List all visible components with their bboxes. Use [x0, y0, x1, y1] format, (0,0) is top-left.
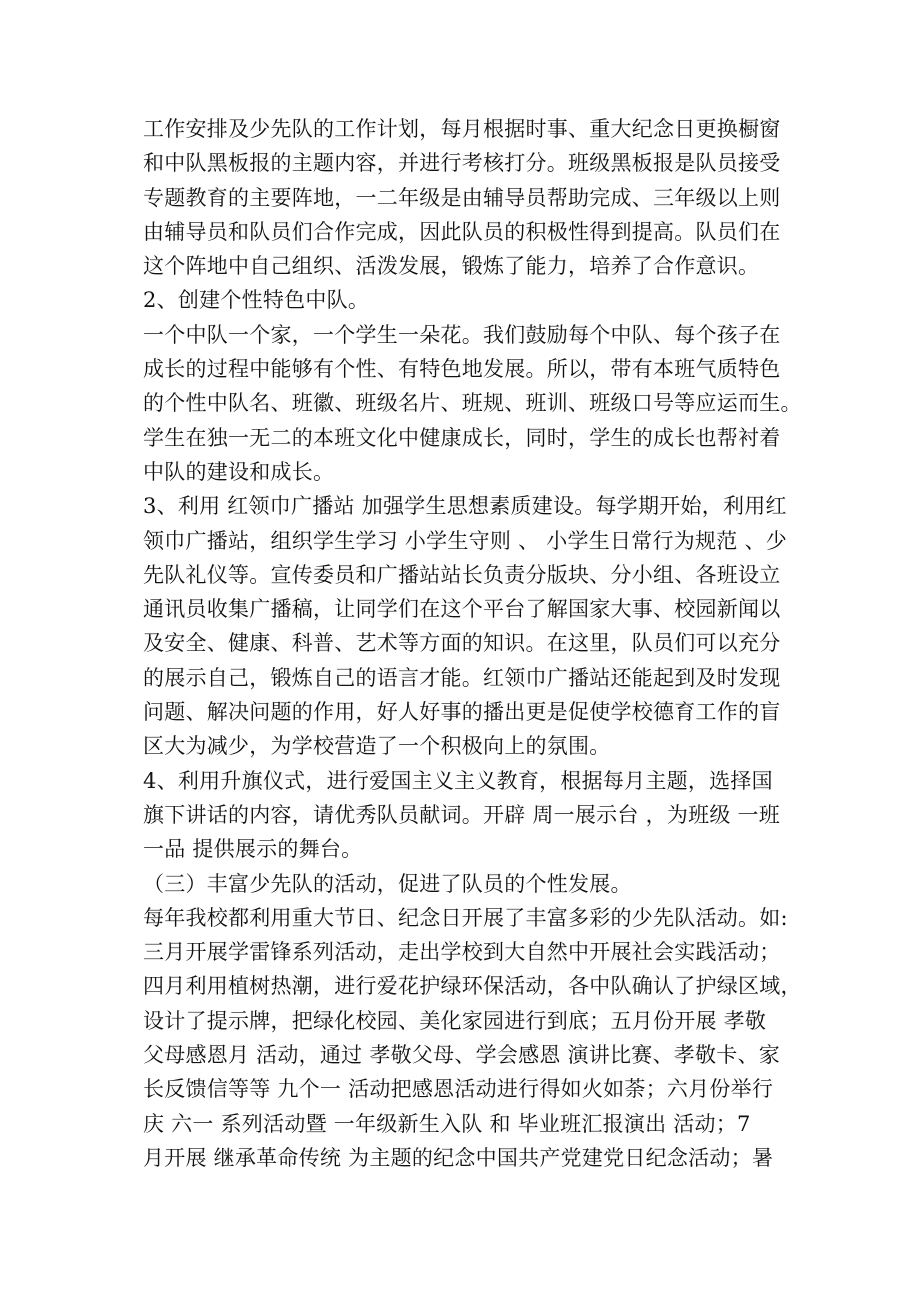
text-line: 四月利用植树热潮，进行爱花护绿环保活动，各中队确认了护绿区域，	[143, 974, 802, 999]
text-line: 学生在独一无二的本班文化中健康成长，同时，学生的成长也帮衬着	[143, 425, 781, 450]
text-line: 三月开展学雷锋系列活动，走出学校到大自然中开展社会实践活动；	[143, 940, 781, 965]
text-line: 设计了提示牌，把绿化校园、美化家园进行到底；五月份开展 孝敬	[143, 1008, 767, 1033]
text-line: 工作安排及少先队的工作计划，每月根据时事、重大纪念日更换橱窗	[143, 117, 781, 141]
text-line: 专题教育的主要阵地，一二年级是由辅导员帮助完成、三年级以上则	[143, 185, 781, 210]
text-line: 领巾广播站，组织学生学习 小学生守则 、 小学生日常行为规范 、少	[143, 528, 787, 553]
section-heading: 2、创建个性特色中队。	[143, 288, 370, 313]
text-line: 成长的过程中能够有个性、有特色地发展。所以，带有本班气质特色	[143, 357, 781, 382]
text-line: 一品 提供展示的舞台。	[143, 837, 363, 862]
text-line: 父母感恩月 活动，通过 孝敬父母、学会感恩 演讲比赛、孝敬卡、家	[143, 1043, 781, 1068]
text-line: 3、利用 红领巾广播站 加强学生思想素质建设。每学期开始，利用红	[143, 494, 787, 519]
document-body	[143, 112, 802, 1175]
text-line: 4、利用升旗仪式，进行爱国主义主义教育，根据每月主题，选择国	[143, 768, 773, 793]
text-line: 中队的建设和成长。	[143, 459, 335, 484]
text-line: 及安全、健康、科普、艺术等方面的知识。在这里，队员们可以充分	[143, 631, 781, 656]
text-line: 长反馈信等等 九个一 活动把感恩活动进行得如火如荼；六月份举行	[143, 1077, 774, 1102]
section-heading: （三）丰富少先队的活动，促进了队员的个性发展。	[143, 871, 632, 896]
text-line: 先队礼仪等。宣传委员和广播站站长负责分版块、分小组、各班设立	[143, 562, 781, 587]
text-line: 的个性中队名、班徽、班级名片、班规、班训、班级口号等应运而生。	[143, 391, 802, 416]
text-line: 庆 六一 系列活动暨 一年级新生入队 和 毕业班汇报演出 活动；7	[143, 1111, 751, 1136]
text-line: 由辅导员和队员们合作完成，因此队员的积极性得到提高。队员们在	[143, 219, 781, 244]
text-line: 一个中队一个家，一个学生一朵花。我们鼓励每个中队、每个孩子在	[143, 322, 781, 347]
text-line: 旗下讲话的内容，请优秀队员献词。开辟 周一展示台 ，为班级 一班	[143, 802, 781, 827]
text-line: 问题、解决问题的作用，好人好事的播出更是促使学校德育工作的盲	[143, 700, 781, 725]
text-line: 区大为减少，为学校营造了一个积极向上的氛围。	[143, 734, 611, 759]
text-line: 月开展 继承革命传统 为主题的纪念中国共产党建党日纪念活动；暑	[143, 1145, 774, 1170]
text-line: 的展示自己，锻炼自己的语言才能。红领巾广播站还能起到及时发现	[143, 665, 781, 690]
text-line: 通讯员收集广播稿，让同学们在这个平台了解国家大事、校园新闻以	[143, 597, 781, 622]
text-line: 每年我校都利用重大节日、纪念日开展了丰富多彩的少先队活动。如:	[143, 905, 788, 930]
text-line: 这个阵地中自己组织、活泼发展，锻炼了能力，培养了合作意识。	[143, 254, 760, 279]
text-line: 和中队黑板报的主题内容，并进行考核打分。班级黑板报是队员接受	[143, 151, 781, 176]
